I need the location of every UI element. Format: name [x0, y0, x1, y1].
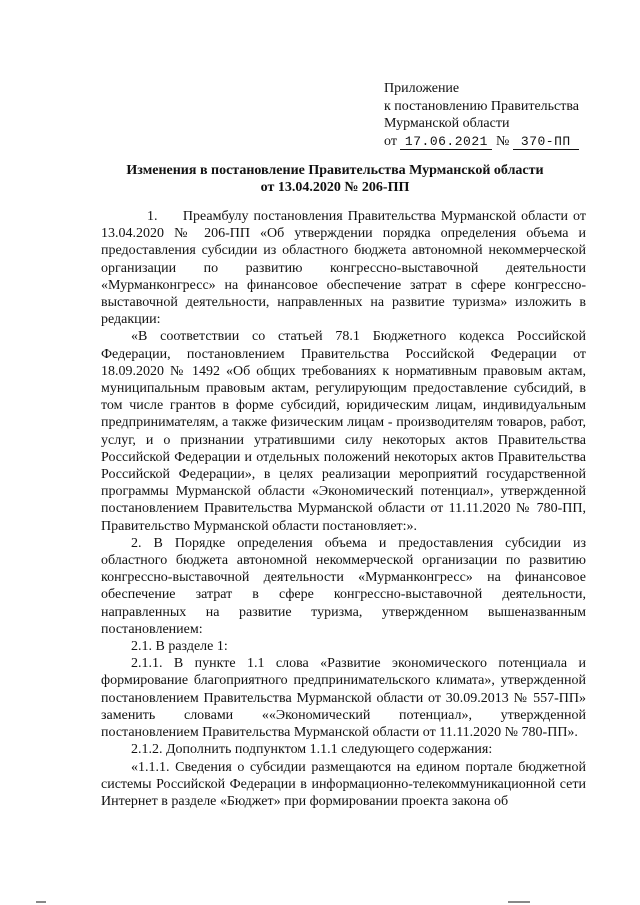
document-date: 17.06.2021: [400, 134, 492, 150]
appendix-block: [384, 80, 579, 150]
title-line-1: Изменения в постановление Правительства Мурманской области: [126, 163, 544, 178]
appendix-region-line: Мурманской области: [384, 116, 510, 131]
appendix-date-line: [384, 133, 579, 151]
document-title: [100, 162, 570, 196]
paragraph: «В соответствии со статьей 78.1 Бюджетного кодекса Российской Федерации, постановлением Правительства Российской Федерации от 18.09.2020 № 1492 «Об общих требованиях к нормативным правовым актам, муниципальным правовым актам, регулирующим предоставление субсидий, в том числе грантов в форме субсидий, юридическим лицам, индивидуальным предпринимателям, а также физическим лицам - производителям товаров, работ, услуг, и о признании утратившими силу некоторых актов Правительства Российской Федерации и отдельных положений некоторых актов Правительства Российской Федерации», в целях реализации мероприятий государственной программы Мурманской области «Экономический потенциал», утвержденной постановлением Правительства Мурманской области от 11.11.2020 № 780-ПП, Правительство Мурманской области постановляет:».: [101, 329, 586, 534]
paragraph: 1. Преамбулу постановления Правительства Мурманской области от 13.04.2020 № 206-ПП «Об утверждении порядка определения объема и предоставления субсидии из областного бюджета автономной некоммерческой организации по развитию конгрессно-выставочной деятельности «Мурманконгресс» на финансовое обеспечение затрат в сфере конгрессно-выставочной деятельности, направленных на развитие туризма» изложить в редакции:: [101, 209, 590, 328]
document-number: 370-ПП: [513, 134, 579, 150]
title-line-2: от 13.04.2020 № 206-ПП: [260, 180, 410, 195]
appendix-resolution-line: к постановлению Правительства: [384, 98, 580, 114]
paragraph: 2.1.1. В пункте 1.1 слова «Развитие экономического потенциала и формирование благоприятного предпринимательского климата», утвержденной постановлением Правительства Мурманской области от 30.09.2013 № 557-ПП» заменить словами ««Экономический потенциал», утвержденной постановлением Правительства Мурманской области от 11.11.2020 № 780-ПП».: [101, 656, 586, 741]
document-body: [101, 208, 590, 810]
number-label: №: [495, 133, 510, 149]
paragraph: 2. В Порядке определения объема и предоставления субсидии из областного бюджета автономной некоммерческой организации по развитию конгрессно-выставочной деятельности «Мурманконгресс» на финансовое обеспечение затрат в сфере конгрессно-выставочной деятельности, направленных на развитие туризма, утвержденном вышеназванным постановлением:: [101, 535, 586, 637]
paragraph: 2.1. В разделе 1:: [131, 639, 228, 655]
paragraph: 2.1.2. Дополнить подпунктом 1.1.1 следующего содержания:: [131, 742, 493, 758]
scan-edge-mark: [508, 901, 530, 903]
paragraph: «1.1.1. Сведения о субсидии размещаются на едином портале бюджетной системы Российской Федерации в информационно-телекоммуникационной сети Интернет в разделе «Бюджет» при формировании проекта закона об: [101, 759, 586, 809]
appendix-heading: Приложение: [384, 81, 460, 96]
scan-edge-mark: [36, 901, 46, 903]
from-label: от: [384, 133, 397, 149]
